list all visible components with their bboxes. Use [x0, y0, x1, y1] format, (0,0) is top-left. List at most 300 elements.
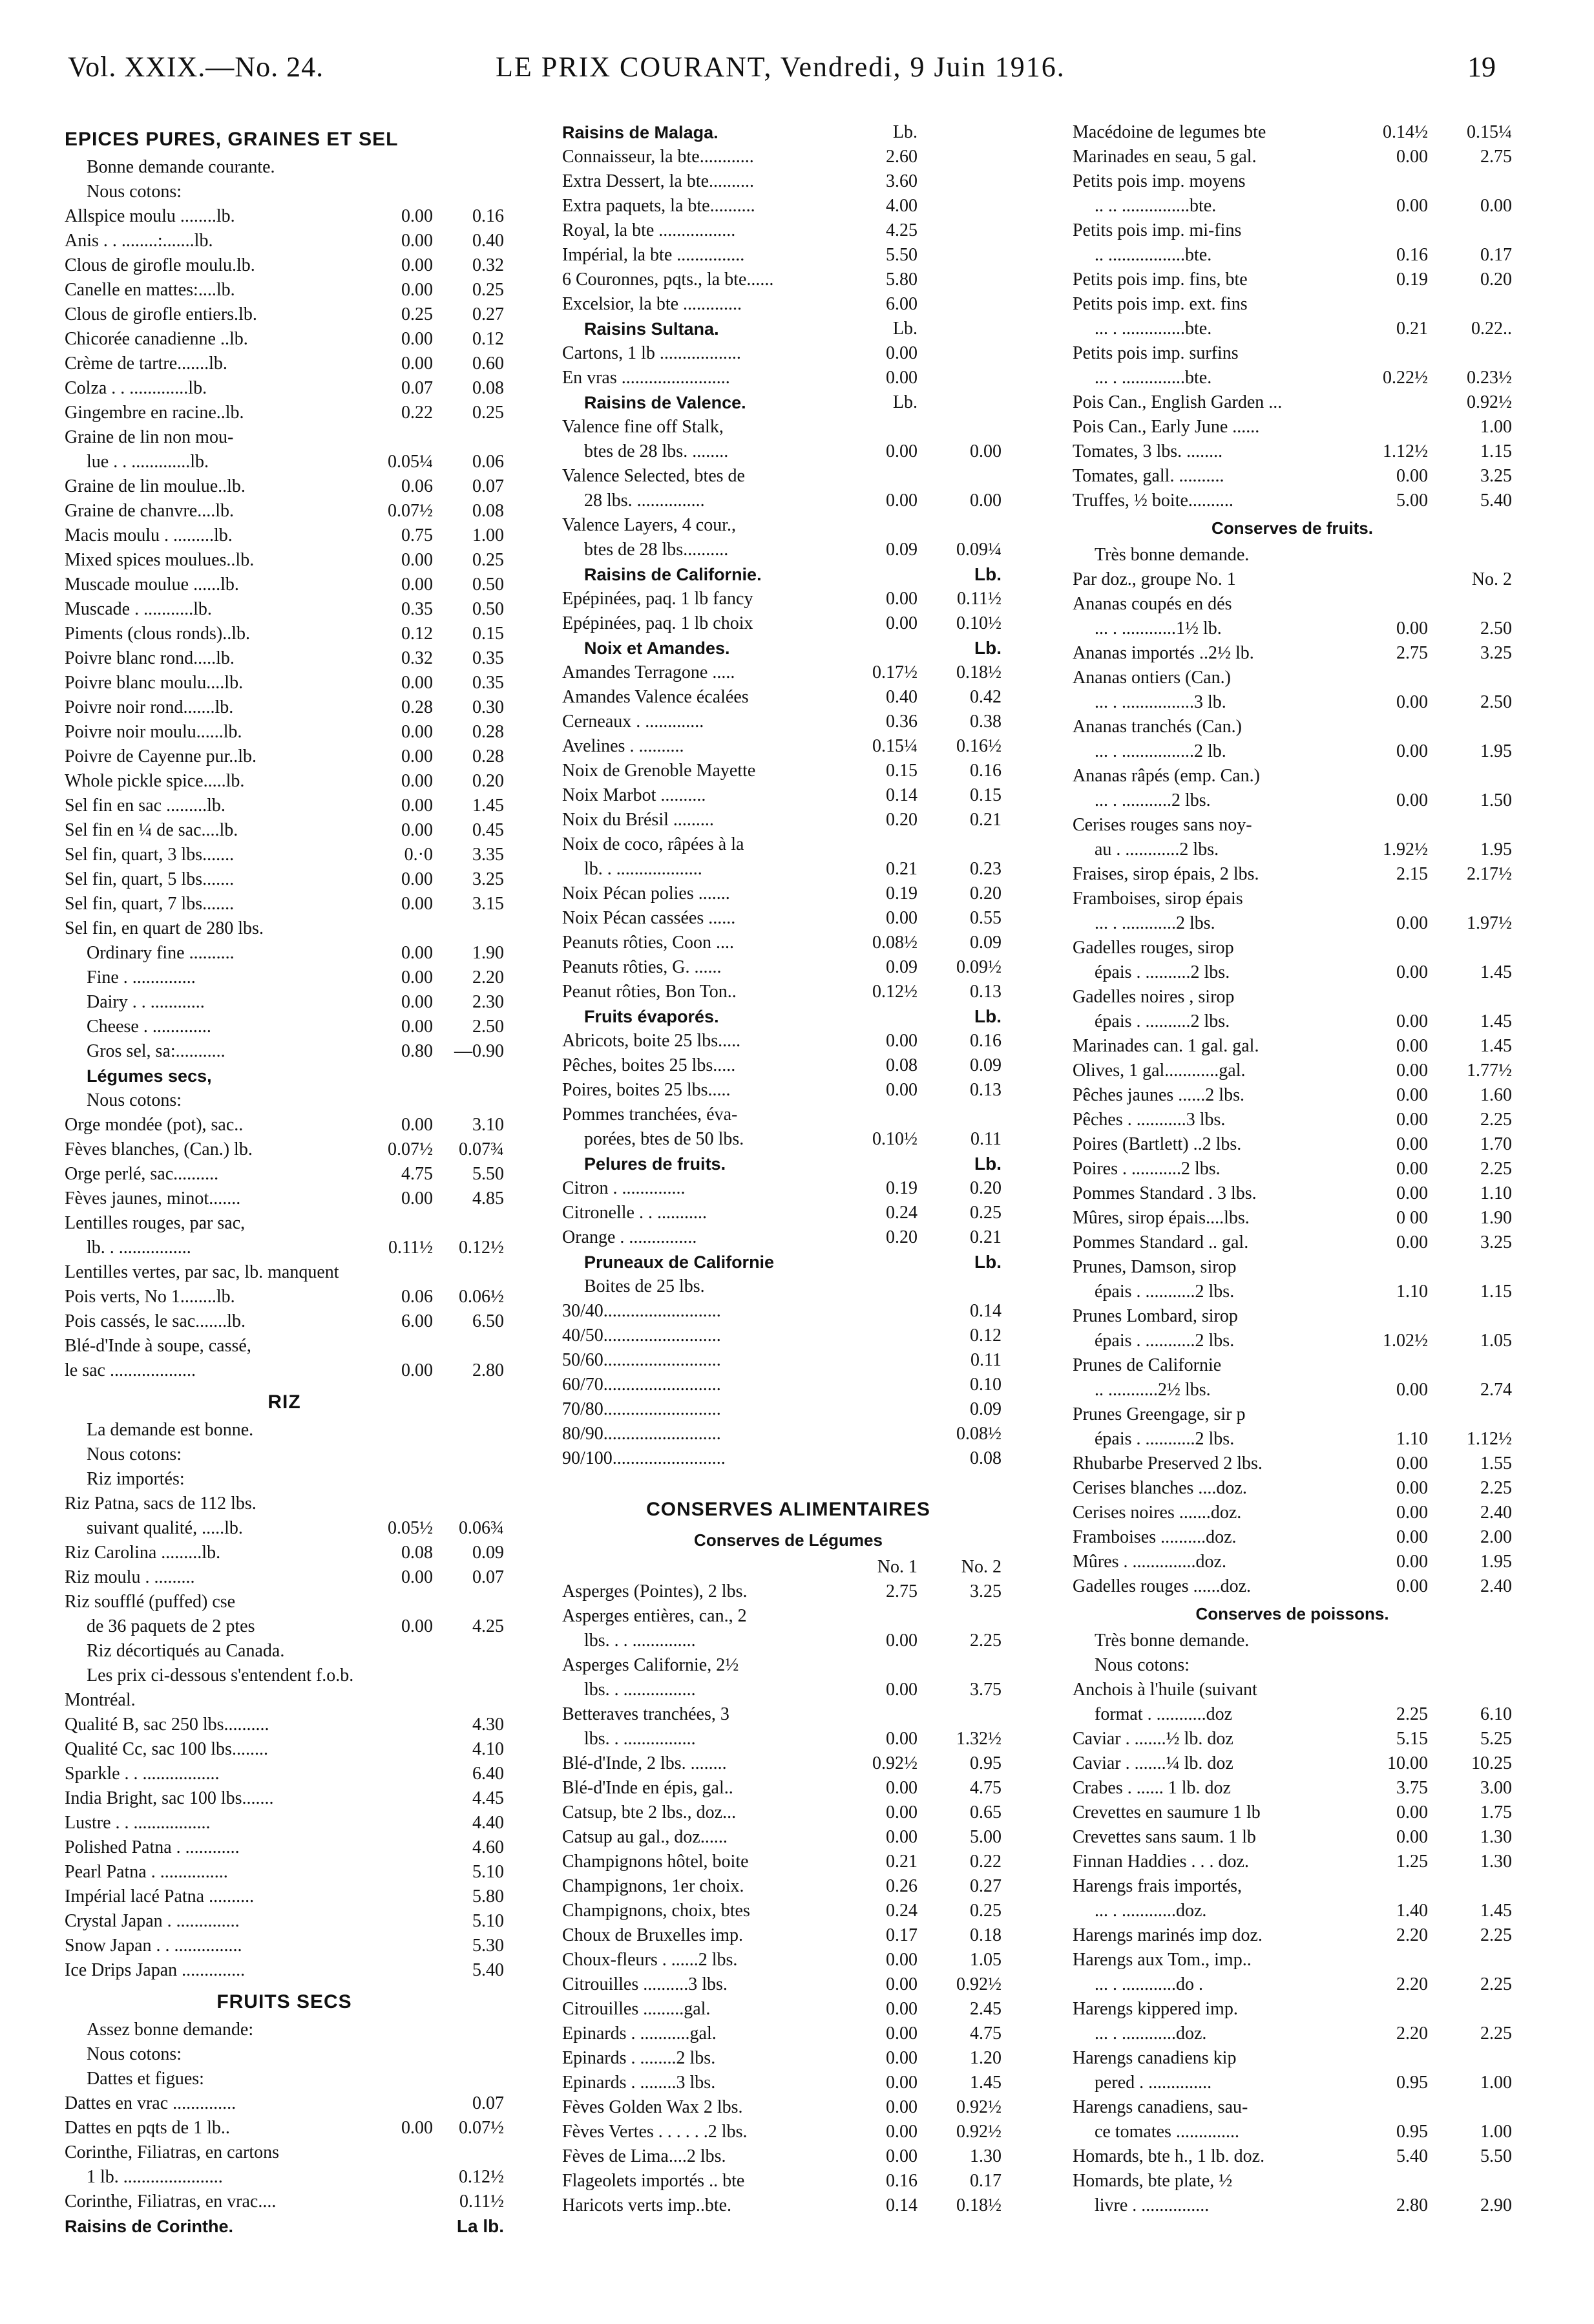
item-label: Clous de girofle moulu.lb.	[65, 255, 255, 275]
price-no2: 1.15	[1480, 441, 1512, 461]
item-label: Blé-d'Inde en épis, gal..	[562, 1778, 733, 1798]
price-no2: Lb.	[974, 638, 1001, 658]
price-no2: 0.92½	[956, 2097, 1001, 2117]
item-label: Raisins de Corinthe.	[65, 2217, 234, 2236]
price-no1: 0.14½	[1383, 122, 1428, 142]
price-no1: 0.21	[1396, 319, 1428, 339]
item-label: Harengs canadiens, sau-	[1073, 2097, 1248, 2117]
price-row	[1073, 1427, 1512, 1452]
item-label: Crème de tartre.......lb.	[65, 354, 227, 374]
item-label: Par doz., groupe No. 1	[1073, 569, 1236, 589]
price-no2: 1.90	[472, 943, 504, 963]
item-label: Asperges (Pointes), 2 lbs.	[562, 1581, 748, 1601]
item-label: Dairy . . ............	[87, 992, 205, 1012]
item-label: Allspice moulu ........lb.	[65, 206, 235, 226]
price-no1: 0.00	[886, 2048, 918, 2068]
price-no2: 1.00	[1480, 2073, 1512, 2093]
price-no2: Lb.	[974, 1154, 1001, 1174]
price-row	[1073, 960, 1512, 985]
item-label: porées, btes de 50 lbs.	[584, 1129, 744, 1149]
price-no1: 0.14	[886, 785, 918, 805]
category-heading	[562, 1004, 1014, 1029]
price-row	[65, 1860, 504, 1885]
item-label: Ananas importés ..2½ lb.	[1073, 643, 1254, 663]
price-no1: 0.21	[886, 1852, 918, 1872]
column-right	[1073, 120, 1512, 2218]
item-label: Noix de coco, râpées à la	[562, 834, 744, 854]
item-label: ... . ...........2 lbs.	[1095, 790, 1211, 810]
column-middle	[562, 120, 1014, 2218]
price-no1: 0.00	[401, 550, 433, 570]
price-no1: 0.00	[1396, 1134, 1428, 1154]
price-row	[1073, 439, 1512, 464]
price-no1: 0.00	[401, 673, 433, 693]
price-row	[65, 1358, 504, 1383]
price-row	[1073, 1280, 1512, 1304]
price-no1: 0.00	[1396, 1380, 1428, 1400]
item-label: Polished Patna . ............	[65, 1837, 240, 1857]
price-row	[562, 1299, 1014, 1324]
price-no1: 0.00	[401, 231, 433, 251]
item-label: Sel fin, quart, 5 lbs.......	[65, 869, 235, 889]
price-no2: 4.25	[472, 1616, 504, 1636]
price-no2: 2.25	[1480, 1159, 1512, 1179]
price-row	[562, 808, 1014, 832]
category-heading	[65, 2214, 504, 2239]
item-label: Poires . ...........2 lbs.	[1073, 1159, 1221, 1179]
price-no1: 2.20	[1396, 2023, 1428, 2044]
price-no2: 1.77½	[1467, 1061, 1512, 1081]
item-label: Raisins de Malaga.	[562, 123, 718, 142]
price-no2: 0.15¼	[1467, 122, 1512, 142]
price-no2: 1.00	[1480, 417, 1512, 437]
item-label: ... . ............do .	[1095, 1974, 1203, 1994]
item-label: lue . . .............lb.	[87, 452, 209, 472]
price-no2: 1.00	[472, 525, 504, 545]
price-no2: 0.30	[472, 697, 504, 717]
price-row	[1073, 1550, 1512, 1574]
price-no1: 0.00	[401, 280, 433, 300]
item-label: Abricots, boite 25 lbs.....	[562, 1031, 741, 1051]
item-label: Peanut rôties, Bon Ton..	[562, 982, 737, 1002]
price-row	[1073, 1157, 1512, 1181]
price-no1: 0.00	[401, 796, 433, 816]
price-no1: 0.00	[886, 1802, 918, 1822]
price-no2: 1.05	[970, 1950, 1001, 1970]
price-no1: 0.07	[401, 378, 433, 398]
item-label: 80/90..........................	[562, 1424, 721, 1444]
price-row	[562, 1923, 1014, 1948]
price-row	[65, 1786, 504, 1811]
price-row	[65, 1713, 504, 1737]
price-no1: 0.40	[886, 687, 918, 707]
price-row	[65, 671, 504, 695]
price-no1: 0.00	[886, 589, 918, 609]
price-row	[65, 1162, 504, 1187]
price-row	[65, 1260, 504, 1285]
item-label: pered . ..............	[1095, 2073, 1212, 2093]
item-label: Harengs marinés imp doz.	[1073, 1925, 1263, 1945]
price-no1: 0.00	[886, 1631, 918, 1651]
price-row	[1073, 2144, 1512, 2169]
price-row	[65, 327, 504, 352]
item-label: Dattes en vrac ..............	[65, 2093, 236, 2113]
price-no1: 0.15¼	[872, 736, 918, 756]
price-row	[65, 1958, 504, 1983]
item-label: Asperges Californie, 2½	[562, 1655, 739, 1675]
item-label: Fèves de Lima....2 lbs.	[562, 2146, 726, 2166]
item-label: lb. . ................	[87, 1238, 191, 1258]
price-no1: 0.00	[1396, 1232, 1428, 1252]
price-no1: Lb.	[892, 319, 918, 339]
price-no2: 0.55	[970, 908, 1001, 928]
price-row	[562, 1324, 1014, 1348]
price-no2: 0.16	[472, 206, 504, 226]
price-no2: 0.92½	[956, 1974, 1001, 1994]
price-no2: 0.11½	[459, 2192, 504, 2212]
item-label: Cheese . .............	[87, 1017, 211, 1037]
price-no2: 0.18½	[956, 662, 1001, 682]
price-no2: 3.10	[472, 1115, 504, 1135]
item-label: Framboises ..........doz.	[1073, 1527, 1237, 1547]
price-row	[1073, 145, 1512, 169]
price-row	[65, 1492, 504, 1516]
item-label: Clous de girofle entiers.lb.	[65, 304, 257, 324]
price-no2: La lb.	[456, 2216, 504, 2236]
price-no1: 0.00	[886, 908, 918, 928]
item-label: Lentilles rouges, par sac,	[65, 1213, 246, 1233]
price-row	[65, 794, 504, 818]
price-row	[562, 2022, 1014, 2046]
item-label: ... . ..............bte.	[1095, 368, 1212, 388]
item-label: Epinards . ........2 lbs.	[562, 2048, 716, 2068]
item-label: .. .. ...............bte.	[1095, 196, 1217, 216]
price-no2: 2.25	[1480, 1925, 1512, 1945]
price-no1: 0.10½	[872, 1129, 918, 1149]
item-label: 60/70..........................	[562, 1375, 721, 1395]
price-row	[562, 439, 1014, 464]
price-row	[1073, 2071, 1512, 2095]
item-label: ... . ................2 lb.	[1095, 741, 1226, 761]
item-label: Citronelle . . ...........	[562, 1203, 707, 1223]
item-label: épais . ...........2 lbs.	[1095, 1429, 1235, 1449]
item-label: Poivre blanc moulu....lb.	[65, 673, 244, 693]
price-row	[562, 857, 1014, 882]
price-no2: 4.85	[472, 1188, 504, 1209]
price-no2: 0.18½	[956, 2195, 1001, 2215]
section-heading: FRUITS SECS	[216, 1991, 352, 2012]
price-row	[65, 302, 504, 327]
price-no2: 1.30	[1480, 1827, 1512, 1847]
price-row	[1073, 2046, 1512, 2071]
price-no1: 0.00	[401, 943, 433, 963]
spacer	[562, 1471, 1014, 1490]
price-no2: 3.00	[1480, 1778, 1512, 1798]
item-label: Sparkle . . .................	[65, 1764, 220, 1784]
item-label: Lustre . . .................	[65, 1813, 211, 1833]
price-no1: 1.25	[1396, 1852, 1428, 1872]
price-row	[1073, 1574, 1512, 1599]
price-no1: 5.50	[886, 245, 918, 265]
price-no2: 0.23½	[1467, 368, 1512, 388]
item-label: Citron . ..............	[562, 1178, 686, 1198]
price-row	[1073, 1402, 1512, 1427]
price-no1: 2.25	[1396, 1704, 1428, 1724]
price-row	[562, 1874, 1014, 1899]
price-no1: 0.07½	[388, 501, 433, 521]
price-no2: 0.95	[970, 1753, 1001, 1773]
price-row	[562, 1397, 1014, 1422]
item-label: le sac ...................	[65, 1360, 196, 1380]
item-label: Raisins Sultana.	[584, 319, 719, 339]
item-label: format . ...........doz	[1095, 1704, 1233, 1724]
price-row	[562, 587, 1014, 611]
page-header	[68, 50, 1496, 89]
item-label: Muscade . ...........lb.	[65, 599, 212, 619]
price-no2: 1.00	[1480, 2122, 1512, 2142]
price-row	[1073, 1329, 1512, 1353]
price-no1: 0.19	[1396, 269, 1428, 290]
price-no2: 1.95	[1480, 1552, 1512, 1572]
price-no2: 0.45	[472, 820, 504, 840]
item-label: 70/80..........................	[562, 1399, 721, 1419]
price-no2: 3.25	[970, 1581, 1001, 1601]
item-label: Colza . . .............lb.	[65, 378, 207, 398]
price-no2: 0.12	[970, 1326, 1001, 1346]
item-label: Chicorée canadienne ..lb.	[65, 329, 248, 349]
price-no2: 5.00	[970, 1827, 1001, 1847]
item-label: Assez bonne demande:	[87, 2020, 254, 2040]
item-label: Truffes, ½ boite..........	[1073, 491, 1233, 511]
item-label: Choux de Bruxelles imp.	[562, 1925, 743, 1945]
price-row	[1073, 1083, 1512, 1108]
price-row	[1073, 1850, 1512, 1874]
price-no2: 1.45	[472, 796, 504, 816]
price-no2: 4.75	[970, 1778, 1001, 1798]
price-no2: 0.07	[472, 1567, 504, 1587]
price-no1: 0.00	[401, 967, 433, 988]
item-label: Homards, bte plate, ½	[1073, 2171, 1233, 2191]
item-label: de 36 paquets de 2 ptes	[87, 1616, 255, 1636]
price-row	[1073, 1304, 1512, 1329]
item-label: Noix Pécan polies .......	[562, 883, 730, 903]
item-label: Marinades en seau, 5 gal.	[1073, 147, 1257, 167]
item-label: Connaisseur, la bte............	[562, 147, 754, 167]
price-no1: 3.60	[886, 171, 918, 191]
item-label: Canelle en mattes:....lb.	[65, 280, 235, 300]
item-label: 6 Couronnes, pqts., la bte......	[562, 269, 774, 290]
price-no2: Lb.	[974, 1252, 1001, 1272]
item-label: Sel fin, quart, 7 lbs.......	[65, 894, 235, 914]
item-label: Asperges entières, can., 2	[562, 1606, 747, 1626]
item-label: Qualité B, sac 250 lbs..........	[65, 1715, 269, 1735]
price-row	[65, 1934, 504, 1958]
price-no2: 0.35	[472, 648, 504, 668]
item-label: Mixed spices moulues..lb.	[65, 550, 255, 570]
price-no2: 0.60	[472, 354, 504, 374]
price-row	[562, 1997, 1014, 2022]
price-no2: 3.35	[472, 845, 504, 865]
item-label: Fèves Golden Wax 2 lbs.	[562, 2097, 743, 2117]
price-no1: 4.25	[886, 220, 918, 240]
price-no2: 0.20	[970, 883, 1001, 903]
price-row	[562, 660, 1014, 685]
item-label: Epépinées, paq. 1 lb fancy	[562, 589, 753, 609]
price-no1: 0.00	[886, 2122, 918, 2142]
price-no2: 1.30	[970, 2146, 1001, 2166]
price-no2: 1.20	[970, 2048, 1001, 2068]
item-label: Gingembre en racine..lb.	[65, 403, 244, 423]
item-label: Lentilles vertes, par sac, lb. manquent	[65, 1262, 339, 1282]
price-no1: 0.00	[1396, 1453, 1428, 1474]
price-no1: 0.09	[886, 540, 918, 560]
item-label: Noix de Grenoble Mayette	[562, 761, 756, 781]
section-heading: CONSERVES ALIMENTAIRES	[646, 1499, 930, 1520]
price-no2: 0.15	[472, 624, 504, 644]
item-label: Boites de 25 lbs.	[584, 1276, 705, 1296]
price-no2: 1.12½	[1467, 1429, 1512, 1449]
category-heading	[562, 562, 1014, 587]
price-no2: 1.32½	[956, 1729, 1001, 1749]
item-label: Prunes de Californie	[1073, 1355, 1222, 1375]
price-no2: 0.28	[472, 746, 504, 766]
item-label: Crystal Japan . ..............	[65, 1911, 240, 1931]
price-no1: 0.19	[886, 883, 918, 903]
price-no2: 0.10	[970, 1375, 1001, 1395]
price-no2: 4.75	[970, 2023, 1001, 2044]
item-label: Gros sel, sa:...........	[87, 1041, 225, 1061]
item-label: Raisins de Valence.	[584, 393, 746, 412]
price-row	[1073, 985, 1512, 1009]
item-label: ce tomates ..............	[1095, 2122, 1239, 2142]
price-no1: 0.00	[401, 329, 433, 349]
item-label: Gadelles rouges, sirop	[1073, 938, 1234, 958]
price-row	[562, 1653, 1014, 1678]
price-no1: 1.02½	[1383, 1331, 1428, 1351]
price-no2: Lb.	[974, 564, 1001, 584]
price-no2: 1.75	[1480, 1802, 1512, 1822]
price-no2: 2.00	[1480, 1527, 1512, 1547]
price-no2: 2.25	[970, 1631, 1001, 1651]
item-label: Caviar . .......¼ lb. doz	[1073, 1753, 1233, 1773]
price-no2: 1.70	[1480, 1134, 1512, 1154]
price-no1: 0.80	[401, 1041, 433, 1061]
price-no1: 0.00	[1396, 1576, 1428, 1596]
item-label: Nous cotons:	[87, 1444, 182, 1464]
item-label: Fèves blanches, (Can.) lb.	[65, 1139, 253, 1159]
item-label: Fraises, sirop épais, 2 lbs.	[1073, 864, 1259, 884]
price-no2: 1.50	[1480, 790, 1512, 810]
price-no1: 0.00	[886, 1950, 918, 1970]
price-no2: 0.35	[472, 673, 504, 693]
item-label: Champignons, 1er choix.	[562, 1876, 744, 1896]
price-row	[65, 990, 504, 1015]
price-row	[562, 1446, 1014, 1471]
item-label: Valence Selected, btes de	[562, 466, 745, 486]
price-no1: 2.80	[1396, 2195, 1428, 2215]
price-row	[562, 1555, 1014, 1579]
item-label: Noix Pécan cassées ......	[562, 908, 736, 928]
category-heading	[562, 120, 1014, 145]
price-row	[562, 1972, 1014, 1997]
price-row	[65, 2140, 504, 2165]
item-label: Prunes Lombard, sirop	[1073, 1306, 1238, 1326]
item-label: Cerneaux . .............	[562, 712, 704, 732]
price-row	[562, 783, 1014, 808]
price-row	[65, 1334, 504, 1358]
price-row	[562, 2144, 1014, 2169]
item-label: Pelures de fruits.	[584, 1154, 726, 1174]
item-label: Cerises blanches ....doz.	[1073, 1478, 1247, 1498]
item-label: Mûres . ..............doz.	[1073, 1552, 1226, 1572]
item-label: Fèves jaunes, minot.......	[65, 1188, 241, 1209]
price-no1: 5.00	[1396, 491, 1428, 511]
price-row	[562, 218, 1014, 243]
item-label: Extra Dessert, la bte..........	[562, 171, 755, 191]
item-label: Harengs kippered imp.	[1073, 1999, 1238, 2019]
price-row	[65, 1236, 504, 1260]
price-no1: 0.00	[1396, 1183, 1428, 1203]
market-note	[65, 1639, 504, 1664]
price-no2: 0.17	[1480, 245, 1512, 265]
section-heading: EPICES PURES, GRAINES ET SEL	[65, 129, 399, 150]
price-no1: 0.00	[886, 368, 918, 388]
price-no2: 0.11	[970, 1129, 1001, 1149]
price-row	[562, 980, 1014, 1004]
price-no1: 0.95	[1396, 2122, 1428, 2142]
price-no2: 0.27	[970, 1876, 1001, 1896]
price-no1: 0.00	[1396, 1478, 1428, 1498]
item-label: Ananas tranchés (Can.)	[1073, 717, 1243, 737]
price-row	[562, 194, 1014, 218]
price-no1: 0.16	[1396, 245, 1428, 265]
item-label: Citrouilles ..........3 lbs.	[562, 1974, 728, 1994]
price-no2: 2.90	[1480, 2195, 1512, 2215]
item-label: Impérial, la bte ...............	[562, 245, 745, 265]
price-row	[562, 292, 1014, 317]
item-label: Nous cotons:	[87, 1090, 182, 1110]
item-label: Mûres, sirop épais....lbs.	[1073, 1208, 1250, 1228]
item-label: Montréal.	[65, 1690, 136, 1710]
publication-title: LE PRIX COURANT, Vendredi, 9 Juin 1916.	[496, 51, 1065, 83]
category-heading	[562, 636, 1014, 660]
item-label: Framboises, sirop épais	[1073, 889, 1243, 909]
price-no2: 0.07¾	[459, 1139, 504, 1159]
market-note	[65, 1442, 504, 1467]
price-row	[65, 892, 504, 916]
price-no1: 5.80	[886, 269, 918, 290]
price-no2: 1.95	[1480, 840, 1512, 860]
price-row	[562, 2095, 1014, 2120]
price-no1: 0.00	[886, 2097, 918, 2117]
price-no2: 1.45	[1480, 1036, 1512, 1056]
price-no2: 2.25	[1480, 1110, 1512, 1130]
price-row	[65, 523, 504, 548]
price-no2: 0.32	[472, 255, 504, 275]
price-no2: 0.00	[1480, 196, 1512, 216]
item-label: Pois Can., Early June ......	[1073, 417, 1260, 437]
price-row	[65, 474, 504, 499]
price-no1: 0.00	[886, 1729, 918, 1749]
price-no1: 4.00	[886, 196, 918, 216]
price-row	[562, 1604, 1014, 1629]
price-no2: 1.60	[1480, 1085, 1512, 1105]
price-row	[562, 169, 1014, 194]
price-no1: 0.00	[886, 1680, 918, 1700]
price-no2: 2.50	[472, 1017, 504, 1037]
price-row	[562, 1029, 1014, 1053]
price-no2: 0.18	[970, 1925, 1001, 1945]
